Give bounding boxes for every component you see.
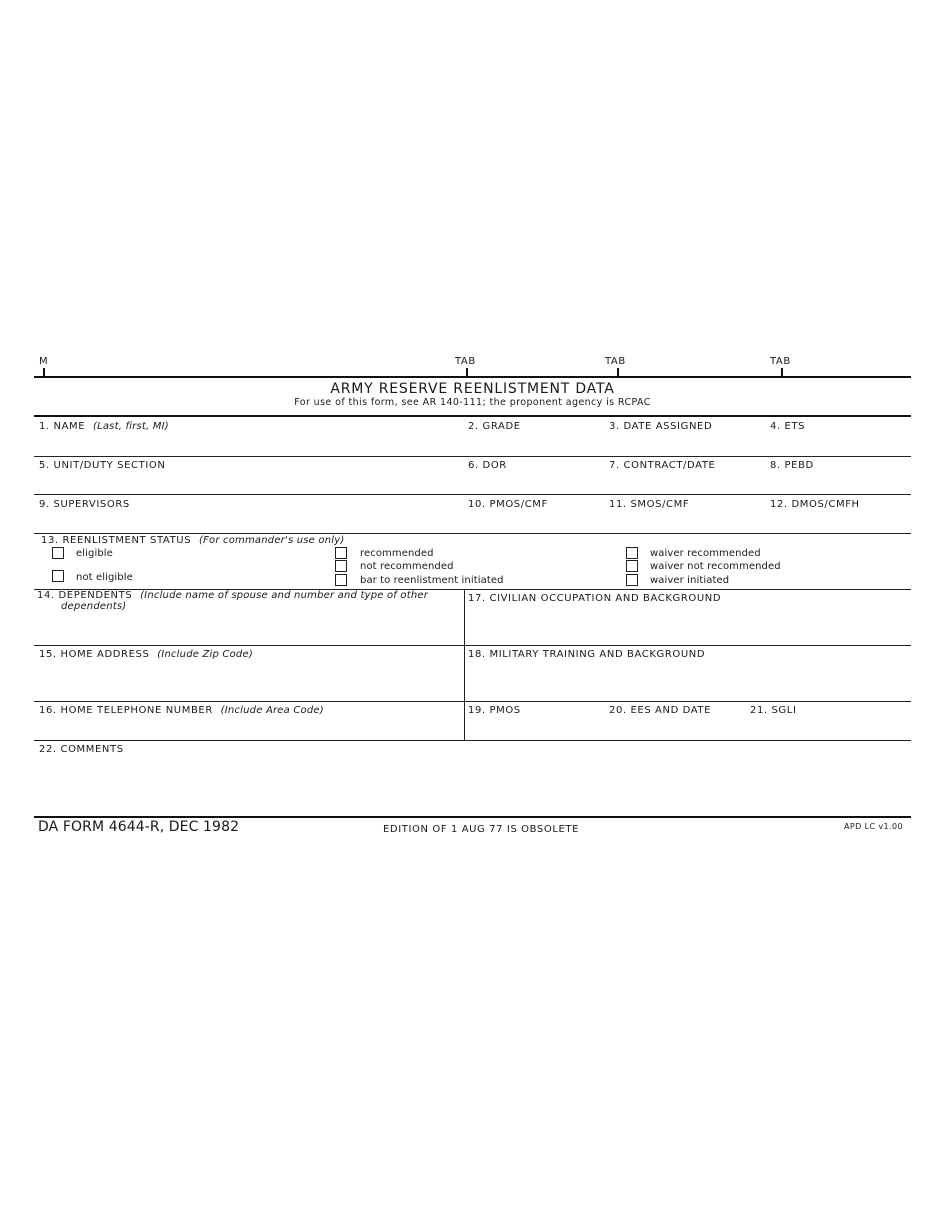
dependents-hint: (Include name of spouse and number and type of other (140, 590, 429, 601)
not-eligible-checkbox[interactable] (52, 570, 64, 582)
waiver-recommended-checkbox[interactable] (626, 547, 638, 559)
row-divider (34, 456, 911, 457)
waiver-not-recommended-checkbox[interactable] (626, 560, 638, 572)
version-label: APD LC v1.00 (844, 822, 903, 831)
field-home-address[interactable] (39, 649, 253, 660)
field-pmos-cmf[interactable]: 10. PMOS/CMF (468, 499, 548, 510)
field-smos-cmf[interactable]: 11. SMOS/CMF (609, 499, 690, 510)
field-ets[interactable]: 4. ETS (770, 421, 806, 432)
reenlistment-status-label: 13. REENLISTMENT STATUS (41, 535, 192, 546)
title-bottom-border (34, 415, 911, 417)
field-pebd[interactable]: 8. PEBD (770, 460, 814, 471)
row-divider (34, 740, 911, 741)
tab-mark-1: TAB (455, 356, 476, 367)
not-recommended-checkbox[interactable] (335, 560, 347, 572)
row-divider (34, 533, 911, 534)
field-dmos-cmfh[interactable]: 12. DMOS/CMFH (770, 499, 860, 510)
field-home-telephone[interactable] (39, 705, 324, 716)
form-id: DA FORM 4644-R, DEC 1982 (38, 819, 240, 835)
field-civilian-occupation[interactable]: 17. CIVILIAN OCCUPATION AND BACKGROUND (468, 593, 722, 604)
form-bottom-border (34, 816, 911, 818)
field-name-hint: (Last, first, MI) (92, 421, 169, 432)
bar-initiated-checkbox[interactable] (335, 574, 347, 586)
field-date-assigned[interactable]: 3. DATE ASSIGNED (609, 421, 713, 432)
dependents-label: 14. DEPENDENTS (37, 590, 133, 601)
eligible-checkbox[interactable] (52, 547, 64, 559)
waiver-initiated-label: waiver initiated (650, 575, 730, 586)
waiver-not-recommended-label: waiver not recommended (650, 561, 781, 572)
home-telephone-label: 16. HOME TELEPHONE NUMBER (39, 705, 213, 716)
not-recommended-label: not recommended (360, 561, 454, 572)
recommended-checkbox[interactable] (335, 547, 347, 559)
reenlistment-status-hint: (For commander's use only) (198, 535, 345, 546)
home-address-hint: (Include Zip Code) (157, 649, 253, 660)
field-comments[interactable]: 22. COMMENTS (39, 744, 124, 755)
bar-initiated-label: bar to reenlistment initiated (360, 575, 504, 586)
home-address-label: 15. HOME ADDRESS (39, 649, 150, 660)
waiver-initiated-checkbox[interactable] (626, 574, 638, 586)
form-subtitle: For use of this form, see AR 140-111; the proponent agency is RCPAC (294, 397, 651, 408)
form-title: ARMY RESERVE REENLISTMENT DATA (330, 381, 615, 397)
waiver-recommended-label: waiver recommended (650, 548, 761, 559)
field-dependents[interactable] (37, 590, 428, 612)
column-divider (464, 589, 465, 740)
field-grade[interactable]: 2. GRADE (468, 421, 521, 432)
tab-mark-2: TAB (605, 356, 626, 367)
home-telephone-hint: (Include Area Code) (220, 705, 324, 716)
field-unit-duty-section[interactable]: 5. UNIT/DUTY SECTION (39, 460, 166, 471)
tab-mark-m: M (39, 356, 49, 367)
row-divider (34, 645, 911, 646)
field-dor[interactable]: 6. DOR (468, 460, 507, 471)
row-divider (34, 701, 911, 702)
field-contract-date[interactable]: 7. CONTRACT/DATE (609, 460, 716, 471)
field-sgli[interactable]: 21. SGLI (750, 705, 797, 716)
recommended-label: recommended (360, 548, 434, 559)
field-reenlistment-status (41, 535, 344, 546)
field-name-label: 1. NAME (39, 421, 86, 432)
field-name[interactable] (39, 421, 169, 432)
eligible-label: eligible (76, 548, 113, 559)
edition-note: EDITION OF 1 AUG 77 IS OBSOLETE (383, 824, 580, 835)
form-top-border (34, 376, 911, 378)
tab-mark-3: TAB (770, 356, 791, 367)
row-divider (34, 494, 911, 495)
dependents-hint-cont: dependents) (61, 601, 127, 612)
field-ees-and-date[interactable]: 20. EES AND DATE (609, 705, 712, 716)
field-pmos[interactable]: 19. PMOS (468, 705, 521, 716)
field-military-training[interactable]: 18. MILITARY TRAINING AND BACKGROUND (468, 649, 706, 660)
field-supervisors[interactable]: 9. SUPERVISORS (39, 499, 130, 510)
not-eligible-label: not eligible (76, 572, 133, 583)
